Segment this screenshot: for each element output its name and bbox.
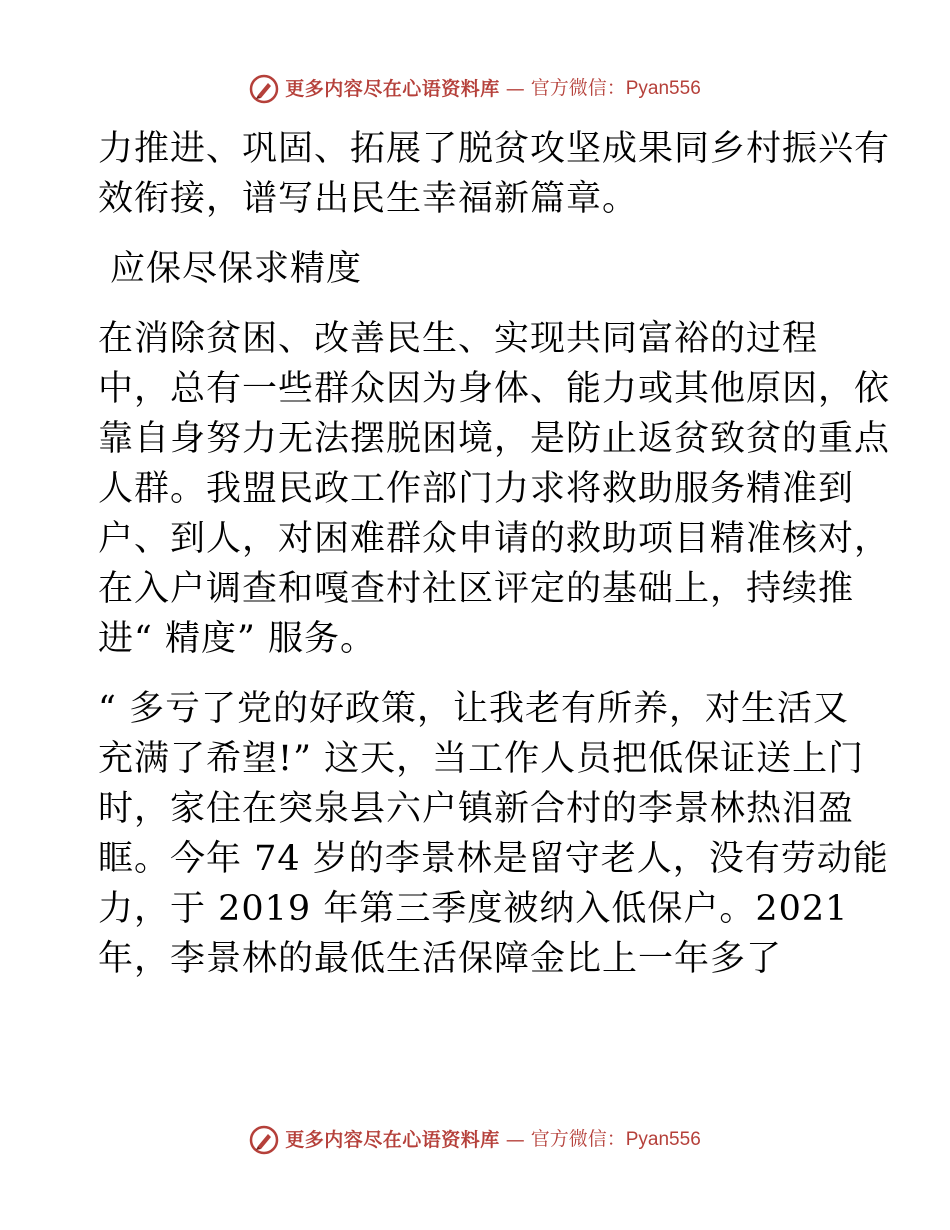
header-watermark	[0, 73, 950, 105]
text-line: 户、到人，对困难群众申请的救助项目精准核对，	[98, 519, 891, 559]
text-line: 充满了希望!” 这天，当工作人员把低保证送上门	[98, 739, 865, 779]
text-line: 力，于 2019 年第三季度被纳入低保户。2021	[98, 889, 849, 929]
text-line: 人群。我盟民政工作部门力求将救助服务精准到	[98, 469, 855, 509]
paragraph-3	[98, 684, 889, 984]
watermark-separator: —	[505, 78, 525, 100]
text-line: “ 多亏了党的好政策，让我老有所养，对生活又	[98, 689, 850, 729]
section-heading: 应保尽保求精度	[110, 249, 363, 289]
watermark-contact: 官方微信：Pyan556	[530, 78, 701, 99]
paragraph-2	[98, 314, 891, 664]
text-line: 力推进、巩固、拓展了脱贫攻坚成果同乡村振兴有	[98, 129, 891, 169]
text-line: 时，家住在突泉县六户镇新合村的李景林热泪盈	[98, 789, 855, 829]
text-line: 在入户调查和嘎查村社区评定的基础上，持续推	[98, 569, 855, 609]
text-line: 眶。今年 74 岁的李景林是留守老人，没有劳动能	[98, 839, 889, 879]
text-line: 在消除贫困、改善民生、实现共同富裕的过程	[98, 319, 819, 359]
pen-logo-icon	[249, 1125, 279, 1155]
watermark-site-text: 更多内容尽在心语资料库	[285, 1129, 500, 1151]
text-line: 进“ 精度” 服务。	[98, 619, 377, 659]
pen-logo-icon	[249, 74, 279, 104]
watermark-site-text: 更多内容尽在心语资料库	[285, 78, 500, 100]
paragraph-intro	[98, 124, 891, 224]
text-line: 效衔接，谱写出民生幸福新篇章。	[98, 179, 639, 219]
footer-watermark	[0, 1124, 950, 1156]
text-line: 中，总有一些群众因为身体、能力或其他原因，依	[98, 369, 891, 409]
text-line: 靠自身努力无法摆脱困境，是防止返贫致贫的重点	[98, 419, 891, 459]
document-body	[98, 124, 891, 1004]
text-line: 年，李景林的最低生活保障金比上一年多了	[98, 939, 783, 979]
watermark-contact: 官方微信：Pyan556	[530, 1129, 701, 1150]
watermark-separator: —	[505, 1129, 525, 1151]
